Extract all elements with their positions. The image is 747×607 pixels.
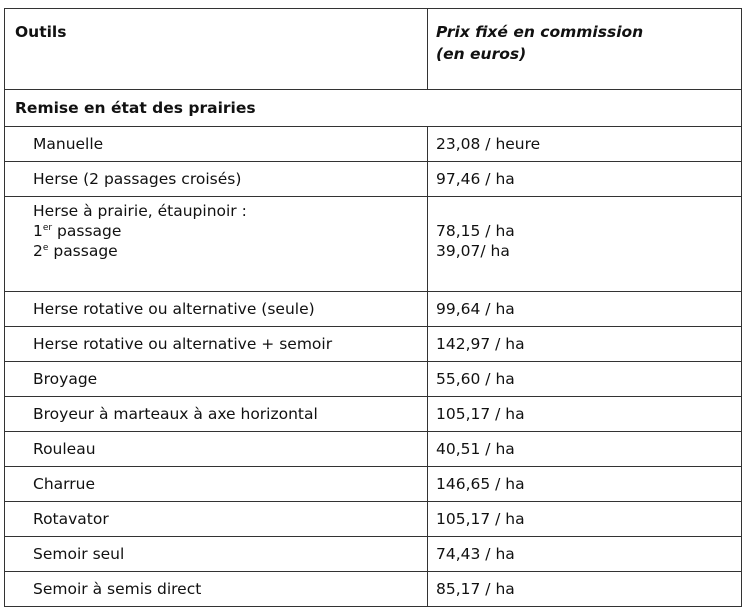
- table-row: [5, 292, 742, 327]
- header-prix: [428, 9, 742, 90]
- tool-cell: [5, 197, 428, 292]
- price-cell: 40,51 / ha: [428, 432, 742, 467]
- tool-cell: Herse rotative ou alternative + semoir: [5, 327, 428, 362]
- table-row: [5, 537, 742, 572]
- table-row: [5, 572, 742, 607]
- header-outils: Outils: [5, 9, 428, 90]
- tool-cell: Semoir à semis direct: [5, 572, 428, 607]
- price-cell: 146,65 / ha: [428, 467, 742, 502]
- price-pass2: 39,07/ ha: [436, 242, 510, 260]
- price-cell: [428, 197, 742, 292]
- price-cell: 142,97 / ha: [428, 327, 742, 362]
- price-cell: 99,64 / ha: [428, 292, 742, 327]
- price-cell: 74,43 / ha: [428, 537, 742, 572]
- tool-cell: Rouleau: [5, 432, 428, 467]
- pass1-num: 1: [33, 222, 43, 240]
- price-cell: 85,17 / ha: [428, 572, 742, 607]
- table-row: [5, 397, 742, 432]
- pass1-text: passage: [52, 222, 122, 240]
- pass2-sup: e: [42, 242, 49, 253]
- header-prix-line2: (en euros): [436, 45, 527, 63]
- tool-cell: Broyage: [5, 362, 428, 397]
- tool-cell: Semoir seul: [5, 537, 428, 572]
- table-row: [5, 162, 742, 197]
- pass1-label: [33, 221, 427, 241]
- pass2-text: passage: [48, 242, 118, 260]
- tool-cell: Herse rotative ou alternative (seule): [5, 292, 428, 327]
- table-row: [5, 432, 742, 467]
- price-cell: 55,60 / ha: [428, 362, 742, 397]
- price-pass1: 78,15 / ha: [436, 222, 515, 240]
- price-cell: 23,08 / heure: [428, 127, 742, 162]
- pass2-num: 2: [33, 242, 43, 260]
- table-row: [5, 362, 742, 397]
- header-prix-line1: Prix fixé en commission: [436, 23, 644, 41]
- price-cell: 105,17 / ha: [428, 397, 742, 432]
- tool-cell: Charrue: [5, 467, 428, 502]
- tool-main-label: Herse à prairie, étaupinoir :: [33, 202, 247, 220]
- tool-cell: Herse (2 passages croisés): [5, 162, 428, 197]
- table-header-row: [5, 9, 742, 90]
- tool-cell: Broyeur à marteaux à axe horizontal: [5, 397, 428, 432]
- tool-cell: Manuelle: [5, 127, 428, 162]
- pass2-label: [33, 241, 427, 261]
- table-row: [5, 127, 742, 162]
- price-cell: 105,17 / ha: [428, 502, 742, 537]
- tool-cell: Rotavator: [5, 502, 428, 537]
- section-title: Remise en état des prairies: [5, 90, 742, 127]
- table-row: [5, 327, 742, 362]
- table-row: [5, 197, 742, 292]
- price-table: [4, 8, 742, 607]
- price-cell: 97,46 / ha: [428, 162, 742, 197]
- pass1-sup: er: [42, 222, 53, 233]
- table-row: [5, 467, 742, 502]
- table-row: [5, 502, 742, 537]
- section-row: [5, 90, 742, 127]
